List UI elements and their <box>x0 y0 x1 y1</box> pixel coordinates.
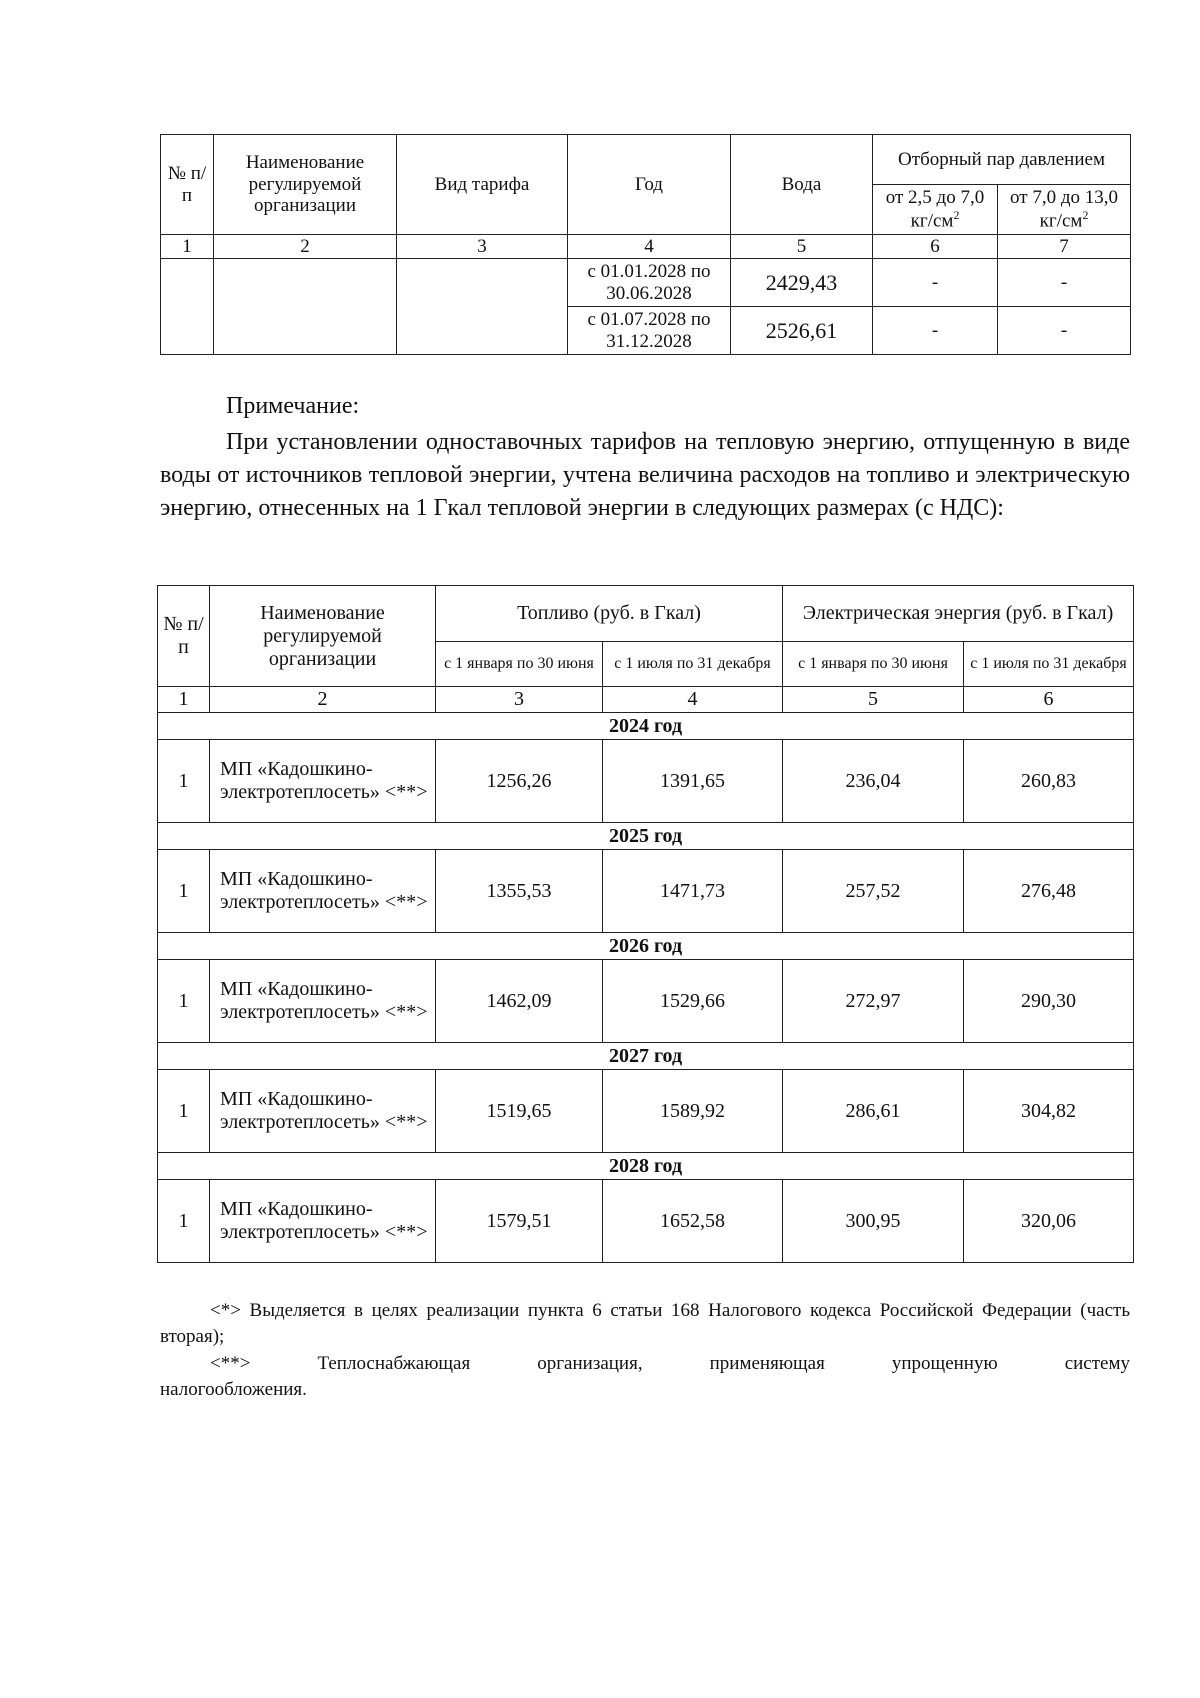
elec-h2-value: 260,83 <box>964 740 1134 823</box>
superscript: 2 <box>953 208 960 222</box>
elec-h2-value: 290,30 <box>964 960 1134 1043</box>
footnote-simplified-tax-cont: налогообложения. <box>160 1379 307 1400</box>
header-steam-a: от 2,5 до 7,0 $кг/см^2$ <box>873 185 998 235</box>
period-cell: с 01.07.2028 по 31.12.2028 <box>568 307 731 355</box>
row-num: 1 <box>158 850 210 933</box>
fuel-h2-value: 1471,73 <box>603 850 783 933</box>
header-org: Наименование регулируемой организации <box>210 586 436 687</box>
elec-h1-value: 272,97 <box>783 960 964 1043</box>
tariff-table <box>160 134 1131 355</box>
cost-table <box>157 585 1134 1263</box>
note-title: Примечание: <box>226 393 360 419</box>
year-header: 2026 год <box>158 933 1134 960</box>
header-elec-h2: с 1 июля по 31 декабря <box>964 642 1134 687</box>
header-electricity: Электрическая энергия (руб. в Гкал) <box>783 586 1134 642</box>
year-header: 2028 год <box>158 1153 1134 1180</box>
column-number-row <box>161 235 1131 259</box>
header-fuel-h2: с 1 июля по 31 декабря <box>603 642 783 687</box>
row-num: 1 <box>158 1070 210 1153</box>
header-fuel: Топливо (руб. в Гкал) <box>436 586 783 642</box>
org-name: МП «Кадошкино-электротеплосеть» <**> <box>210 960 436 1043</box>
elec-h1-value: 286,61 <box>783 1070 964 1153</box>
col-number: 7 <box>998 235 1131 259</box>
year-header: 2027 год <box>158 1043 1134 1070</box>
empty-cell <box>214 259 397 355</box>
header-steam-b: от 7,0 до 13,0 $кг/см^2$ <box>998 185 1131 235</box>
water-value: 2429,43 <box>731 259 873 307</box>
col-number: 2 <box>210 687 436 713</box>
steam-a-value: - <box>873 259 998 307</box>
elec-h2-value: 320,06 <box>964 1180 1134 1263</box>
org-name: МП «Кадошкино-электротеплосеть» <**> <box>210 850 436 933</box>
table-row <box>158 850 1134 933</box>
fuel-h2-value: 1391,65 <box>603 740 783 823</box>
table-row <box>158 1070 1134 1153</box>
col-number: 5 <box>783 687 964 713</box>
col-number: 1 <box>158 687 210 713</box>
col-number: 6 <box>964 687 1134 713</box>
fuel-h2-value: 1529,66 <box>603 960 783 1043</box>
header-year: Год <box>568 135 731 235</box>
fuel-h1-value: 1462,09 <box>436 960 603 1043</box>
fuel-h1-value: 1256,26 <box>436 740 603 823</box>
elec-h2-value: 304,82 <box>964 1070 1134 1153</box>
header-fuel-h1: с 1 января по 30 июня <box>436 642 603 687</box>
header-elec-h1: с 1 января по 30 июня <box>783 642 964 687</box>
footnote-simplified-tax: <**> Теплоснабжающая организация, применяющая упрощенную систему <box>210 1353 1130 1374</box>
col-number: 6 <box>873 235 998 259</box>
header-org: Наименование регулируемой организации <box>214 135 397 235</box>
table-row <box>158 960 1134 1043</box>
fuel-h1-value: 1355,53 <box>436 850 603 933</box>
steam-a-value: - <box>873 307 998 355</box>
col-number: 4 <box>603 687 783 713</box>
empty-cell <box>161 259 214 355</box>
fuel-h2-value: 1589,92 <box>603 1070 783 1153</box>
header-num: № п/п <box>161 135 214 235</box>
col-number: 5 <box>731 235 873 259</box>
fuel-h2-value: 1652,58 <box>603 1180 783 1263</box>
empty-cell <box>397 259 568 355</box>
period-cell: с 01.01.2028 по 30.06.2028 <box>568 259 731 307</box>
note-paragraph: При установлении одноставочных тарифов на тепловую энергию, отпущенную в виде воды от источников тепловой энергии, учтена величина расходов на топливо и электрическую энергию, отнесенных на 1 Гкал тепловой энергии в следующих размерах (с НДС): <box>160 429 1130 521</box>
elec-h1-value: 236,04 <box>783 740 964 823</box>
elec-h2-value: 276,48 <box>964 850 1134 933</box>
row-num: 1 <box>158 960 210 1043</box>
header-num: № п/п <box>158 586 210 687</box>
superscript: 2 <box>1082 208 1089 222</box>
column-number-row <box>158 687 1134 713</box>
org-name: МП «Кадошкино-электротеплосеть» <**> <box>210 1180 436 1263</box>
steam-b-value: - <box>998 259 1131 307</box>
header-water: Вода <box>731 135 873 235</box>
elec-h1-value: 300,95 <box>783 1180 964 1263</box>
col-number: 3 <box>397 235 568 259</box>
footnote-vat: <*> Выделяется в целях реализации пункта 6 статьи 168 Налогового кодекса Российской Федерации (часть вторая); <box>160 1300 1130 1347</box>
elec-h1-value: 257,52 <box>783 850 964 933</box>
steam-b-value: - <box>998 307 1131 355</box>
col-number: 1 <box>161 235 214 259</box>
fuel-h1-value: 1519,65 <box>436 1070 603 1153</box>
year-header: 2025 год <box>158 823 1134 850</box>
org-name: МП «Кадошкино-электротеплосеть» <**> <box>210 740 436 823</box>
col-number: 4 <box>568 235 731 259</box>
header-steam: Отборный пар давлением <box>873 135 1131 185</box>
year-header: 2024 год <box>158 713 1134 740</box>
row-num: 1 <box>158 1180 210 1263</box>
org-name: МП «Кадошкино-электротеплосеть» <**> <box>210 1070 436 1153</box>
row-num: 1 <box>158 740 210 823</box>
header-tariff-type: Вид тарифа <box>397 135 568 235</box>
table-row <box>161 259 1131 307</box>
col-number: 2 <box>214 235 397 259</box>
water-value: 2526,61 <box>731 307 873 355</box>
fuel-h1-value: 1579,51 <box>436 1180 603 1263</box>
table-row <box>158 740 1134 823</box>
col-number: 3 <box>436 687 603 713</box>
table-row <box>158 1180 1134 1263</box>
